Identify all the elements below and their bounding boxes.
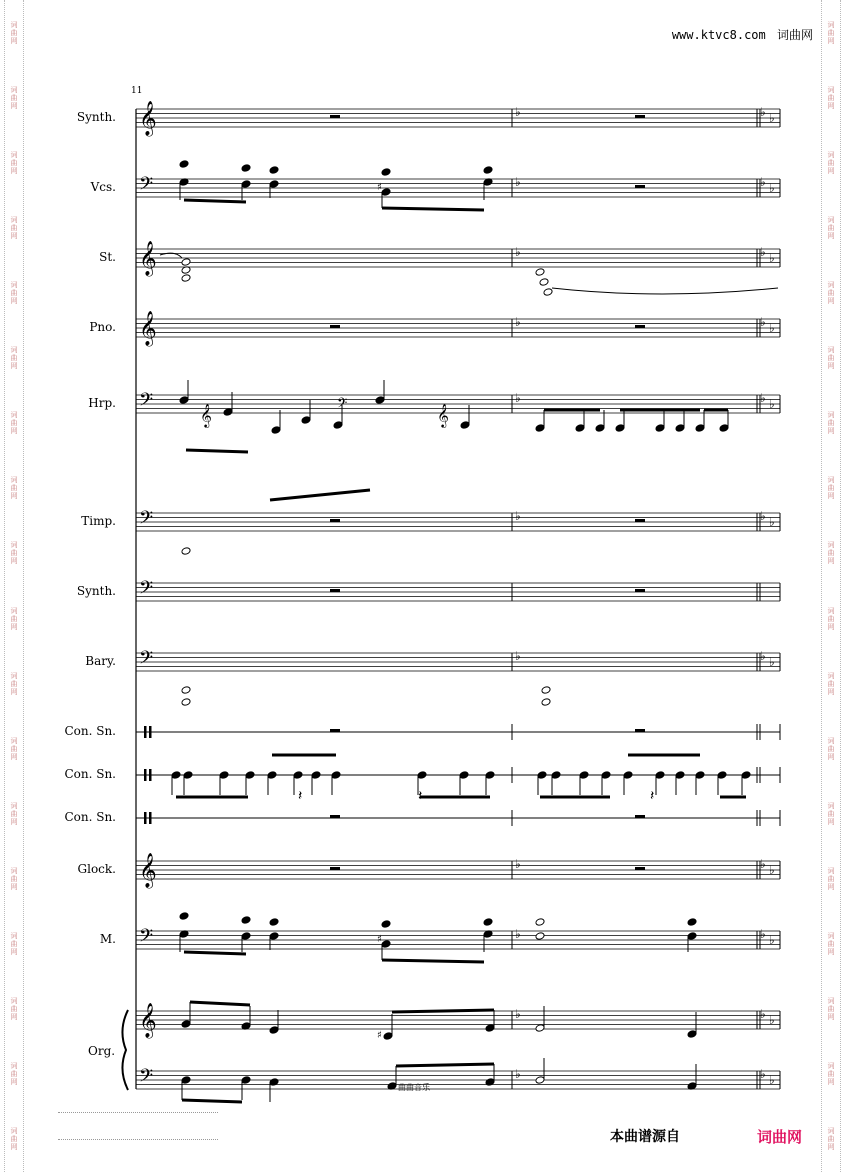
watermark-text: 词曲网 — [827, 1062, 835, 1087]
instrument-label: Synth. — [76, 584, 116, 598]
treble-clef-change: 𝄞 — [200, 403, 212, 427]
key-flat: ♭ — [769, 1013, 775, 1027]
key-flat: ♭ — [760, 245, 766, 259]
note — [535, 268, 545, 277]
key-flat: ♭ — [515, 105, 521, 119]
snare-note — [331, 771, 341, 780]
bass-clef: 𝄢 — [139, 926, 154, 951]
instrument-label: Con. Sn. — [64, 767, 116, 781]
instrument-label: Glock. — [77, 862, 116, 876]
note — [269, 1078, 279, 1087]
instrument-label: Pno. — [89, 320, 116, 334]
bar-number: 11 — [131, 86, 143, 96]
whole-rest — [635, 185, 645, 188]
watermark-text: 词曲网 — [10, 1127, 18, 1152]
harp-note — [179, 396, 189, 405]
watermark-text: 词曲网 — [827, 736, 835, 761]
whole-rest — [635, 325, 645, 328]
snare-note — [623, 771, 633, 780]
sharp: ♯ — [377, 182, 382, 193]
sharp: ♯ — [377, 934, 382, 945]
watermark-text: 词曲网 — [10, 997, 18, 1022]
watermark-text: 词曲网 — [827, 606, 835, 631]
watermark-text: 词曲网 — [10, 866, 18, 891]
note-beam — [382, 960, 484, 962]
note — [535, 1076, 545, 1085]
note — [381, 188, 391, 197]
harp-note — [301, 416, 311, 425]
whole-rest — [330, 867, 340, 870]
harp-note — [575, 424, 585, 433]
watermark-text: 词曲网 — [10, 932, 18, 957]
harp-note — [595, 424, 605, 433]
footer-source-text: 本曲谱源自 — [610, 1129, 680, 1145]
percussion-clef — [144, 812, 147, 824]
note — [241, 916, 251, 925]
rest: 𝄽 — [650, 788, 655, 804]
key-flat: ♭ — [515, 927, 521, 941]
treble-clef: 𝄞 — [139, 241, 157, 276]
percussion-clef — [149, 726, 152, 738]
watermark-text: 词曲网 — [10, 801, 18, 826]
harp-note — [695, 424, 705, 433]
harp-note — [375, 396, 385, 405]
note — [181, 258, 191, 267]
watermark-text: 词曲网 — [827, 997, 835, 1022]
harp-note — [271, 426, 281, 435]
whole-rest — [635, 589, 645, 592]
note — [483, 918, 493, 927]
whole-rest — [635, 729, 645, 732]
key-flat: ♭ — [760, 927, 766, 941]
note — [181, 698, 191, 707]
note-beam — [184, 952, 246, 954]
note — [485, 1078, 495, 1087]
footer-brand[interactable]: 词曲网 — [757, 1128, 803, 1146]
key-flat: ♭ — [515, 1067, 521, 1081]
bass-clef: 𝄢 — [139, 390, 154, 415]
key-flat: ♭ — [515, 509, 521, 523]
instrument-label: St. — [99, 250, 116, 264]
snare-note — [695, 771, 705, 780]
watermark-text: 词曲网 — [10, 85, 18, 110]
site-brand[interactable]: 词曲网 — [776, 28, 813, 42]
note — [179, 912, 189, 921]
note — [181, 274, 191, 283]
key-flat: ♭ — [760, 105, 766, 119]
organ-brace — [122, 1010, 128, 1090]
key-flat: ♭ — [515, 245, 521, 259]
note — [269, 180, 279, 189]
key-flat: ♭ — [760, 175, 766, 189]
note — [179, 160, 189, 169]
watermark-text: 词曲网 — [827, 1127, 835, 1152]
whole-rest — [635, 519, 645, 522]
key-flat: ♭ — [769, 321, 775, 335]
key-flat: ♭ — [769, 1073, 775, 1087]
harp-note — [223, 408, 233, 417]
watermark-text: 词曲网 — [10, 606, 18, 631]
key-flat: ♭ — [515, 857, 521, 871]
watermark-text: 词曲网 — [827, 215, 835, 240]
snare-note — [655, 771, 665, 780]
bass-clef: 𝄢 — [139, 648, 154, 673]
snare-note — [293, 771, 303, 780]
instrument-label: Timp. — [81, 514, 116, 528]
note — [485, 1024, 495, 1033]
key-flat: ♭ — [769, 863, 775, 877]
watermark-text: 词曲网 — [10, 736, 18, 761]
key-flat: ♭ — [769, 397, 775, 411]
instrument-label: Hrp. — [88, 396, 116, 410]
watermark-text: 词曲网 — [827, 346, 835, 371]
treble-clef: 𝄞 — [139, 101, 157, 136]
instrument-label: Vcs. — [90, 180, 116, 194]
snare-note — [537, 771, 547, 780]
key-flat: ♭ — [760, 1067, 766, 1081]
instrument-label: Con. Sn. — [64, 724, 116, 738]
key-flat: ♭ — [760, 857, 766, 871]
note — [381, 168, 391, 177]
harp-note — [333, 421, 343, 430]
whole-rest — [330, 815, 340, 818]
note-beam — [190, 1002, 250, 1005]
snare-note — [459, 771, 469, 780]
note — [541, 686, 551, 695]
key-flat: ♭ — [769, 655, 775, 669]
inline-score-text: 曲曲音乐 — [398, 1083, 430, 1092]
harp-note — [615, 424, 625, 433]
percussion-clef — [149, 769, 152, 781]
note — [269, 918, 279, 927]
bass-clef: 𝄢 — [139, 174, 154, 199]
percussion-clef — [144, 769, 147, 781]
key-flat: ♭ — [760, 649, 766, 663]
tie — [552, 288, 778, 294]
snare-note — [741, 771, 751, 780]
note — [383, 1032, 393, 1041]
note — [241, 164, 251, 173]
watermark-text: 词曲网 — [827, 150, 835, 175]
snare-note — [171, 771, 181, 780]
note — [241, 932, 251, 941]
treble-clef: 𝄞 — [139, 311, 157, 346]
key-flat: ♭ — [760, 1007, 766, 1021]
snare-note — [183, 771, 193, 780]
note-beam — [270, 490, 370, 500]
watermark-text: 词曲网 — [10, 346, 18, 371]
watermark-text: 词曲网 — [827, 932, 835, 957]
harp-note — [675, 424, 685, 433]
note-beam — [182, 1100, 242, 1102]
note-beam — [396, 1064, 494, 1066]
key-flat: ♭ — [769, 251, 775, 265]
watermark-text: 词曲网 — [10, 541, 18, 566]
decorative-dotted-lines — [58, 1112, 218, 1140]
whole-rest — [635, 867, 645, 870]
key-flat: ♭ — [769, 515, 775, 529]
watermark-text: 词曲网 — [827, 541, 835, 566]
watermark-text: 词曲网 — [827, 801, 835, 826]
watermark-text: 词曲网 — [827, 411, 835, 436]
note — [535, 1024, 545, 1033]
note-beam — [382, 208, 484, 210]
instrument-label: Con. Sn. — [64, 810, 116, 824]
watermark-text: 词曲网 — [827, 866, 835, 891]
note — [541, 698, 551, 707]
key-flat: ♭ — [515, 391, 521, 405]
watermark-text: 词曲网 — [10, 20, 18, 45]
note — [687, 932, 697, 941]
percussion-clef — [149, 812, 152, 824]
note-beam — [186, 450, 248, 452]
note — [269, 1026, 279, 1035]
watermark-text: 词曲网 — [10, 215, 18, 240]
instrument-label: Bary. — [85, 654, 116, 668]
snare-note — [417, 771, 427, 780]
note — [181, 547, 191, 556]
note — [181, 1076, 191, 1085]
key-flat: ♭ — [769, 933, 775, 947]
watermark-text: 词曲网 — [827, 85, 835, 110]
note — [269, 932, 279, 941]
note — [241, 1076, 251, 1085]
note — [543, 288, 553, 297]
key-flat: ♭ — [515, 175, 521, 189]
note-beam — [392, 1010, 494, 1012]
harp-note — [535, 424, 545, 433]
instrument-label: M. — [99, 932, 116, 946]
note — [535, 932, 545, 941]
bass-clef: 𝄢 — [139, 578, 154, 603]
treble-clef: 𝄞 — [139, 853, 157, 888]
whole-rest — [330, 589, 340, 592]
organ-label: Org. — [88, 1044, 116, 1058]
key-flat: ♭ — [515, 649, 521, 663]
percussion-clef — [144, 726, 147, 738]
key-flat: ♭ — [515, 1007, 521, 1021]
snare-note — [267, 771, 277, 780]
site-url[interactable]: www.ktvc8.com — [671, 28, 766, 42]
watermark-text: 词曲网 — [10, 280, 18, 305]
rest: 𝄽 — [298, 788, 303, 804]
snare-note — [219, 771, 229, 780]
watermark-text: 词曲网 — [10, 671, 18, 696]
bass-clef-change: 𝄢 — [337, 395, 348, 414]
snare-note — [675, 771, 685, 780]
key-flat: ♭ — [769, 111, 775, 125]
watermark-text: 词曲网 — [827, 20, 835, 45]
whole-rest — [330, 729, 340, 732]
note — [241, 180, 251, 189]
watermark-text: 词曲网 — [10, 1062, 18, 1087]
note — [483, 166, 493, 175]
note — [181, 686, 191, 695]
key-flat: ♭ — [760, 509, 766, 523]
note — [687, 918, 697, 927]
watermark-text: 词曲网 — [10, 476, 18, 501]
note — [539, 278, 549, 287]
snare-note — [311, 771, 321, 780]
snare-note — [717, 771, 727, 780]
note — [269, 166, 279, 175]
treble-clef: 𝄞 — [139, 1003, 157, 1038]
harp-note — [655, 424, 665, 433]
key-flat: ♭ — [515, 315, 521, 329]
whole-rest — [635, 115, 645, 118]
instrument-label: Synth. — [76, 110, 116, 124]
bass-clef: 𝄢 — [139, 1066, 154, 1091]
whole-rest — [330, 519, 340, 522]
key-flat: ♭ — [760, 315, 766, 329]
sharp: ♯ — [377, 1030, 382, 1041]
key-flat: ♭ — [769, 181, 775, 195]
bass-clef: 𝄢 — [139, 508, 154, 533]
snare-note — [485, 771, 495, 780]
whole-rest — [635, 815, 645, 818]
watermark-text: 词曲网 — [827, 280, 835, 305]
note-beam — [184, 200, 246, 202]
whole-rest — [330, 115, 340, 118]
watermark-text: 词曲网 — [10, 150, 18, 175]
note — [381, 920, 391, 929]
rest: 𝄽 — [418, 788, 423, 804]
key-flat: ♭ — [760, 391, 766, 405]
note — [687, 1030, 697, 1039]
watermark-text: 词曲网 — [827, 671, 835, 696]
watermark-text: 词曲网 — [10, 411, 18, 436]
snare-note — [551, 771, 561, 780]
whole-rest — [330, 325, 340, 328]
watermark-text: 词曲网 — [827, 476, 835, 501]
note — [381, 940, 391, 949]
note — [181, 1020, 191, 1029]
note — [535, 918, 545, 927]
snare-note — [245, 771, 255, 780]
treble-clef-change: 𝄞 — [437, 403, 449, 427]
snare-note — [579, 771, 589, 780]
harp-note — [460, 421, 470, 430]
snare-note — [601, 771, 611, 780]
harp-note — [719, 424, 729, 433]
